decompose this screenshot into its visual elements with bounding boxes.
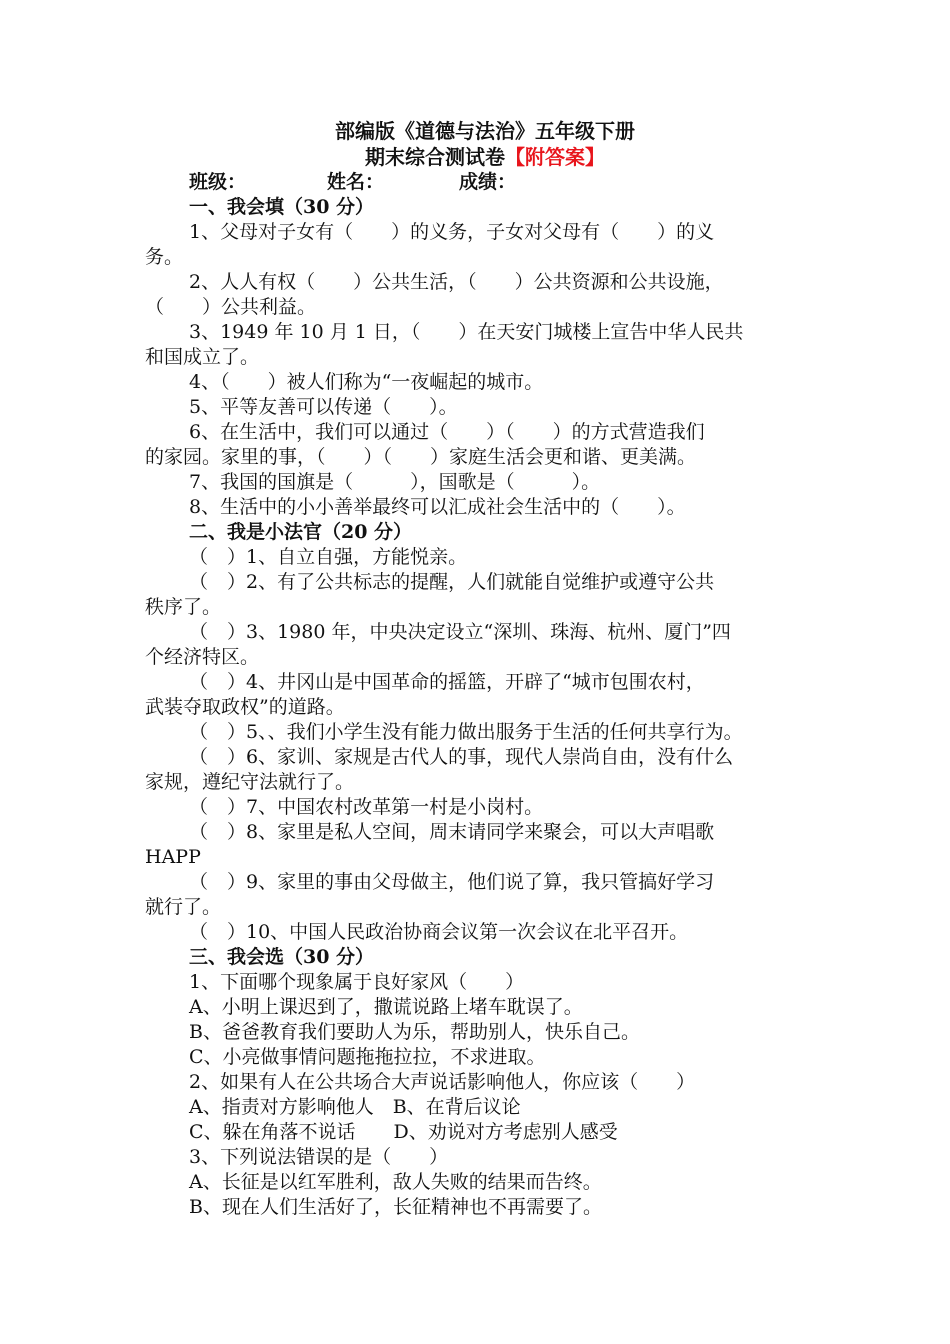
- question-line: 个经济特区。: [145, 646, 260, 668]
- question-line: 8、生活中的小小善举最终可以汇成社会生活中的（ ）。: [189, 496, 686, 518]
- question-line: HAPP: [145, 846, 201, 868]
- exam-page: [145, 118, 825, 1220]
- question-line: 就行了。: [145, 896, 222, 918]
- question-line: （ ）5、、我们小学生没有能力做出服务于生活的任何共享行为。: [189, 721, 743, 743]
- question-line: B、现在人们生活好了，长征精神也不再需要了。: [189, 1196, 602, 1218]
- question-line: A、长征是以红军胜利，敌人失败的结果而告终。: [189, 1171, 602, 1193]
- question-line: 武装夺取政权”的道路。: [145, 696, 345, 718]
- question-line: A、指责对方影响他人 B、在背后议论: [189, 1096, 521, 1118]
- title-main: 期末综合测试卷: [365, 145, 505, 169]
- title-line-2: [145, 144, 825, 170]
- student-info-row: [145, 170, 825, 195]
- answer-tag: 【附答案】: [505, 145, 605, 169]
- title-line-1: 部编版《道德与法治》五年级下册: [335, 119, 635, 143]
- question-line: （ ）7、中国农村改革第一村是小岗村。: [189, 796, 544, 818]
- question-line: （ ）1、自立自强，方能悦亲。: [189, 546, 468, 568]
- question-line: 和国成立了。: [145, 346, 260, 368]
- question-line: （ ）6、家训、家规是古代人的事，现代人崇尚自由，没有什么: [189, 746, 734, 768]
- section-2-questions: [145, 545, 825, 945]
- question-line: 6、在生活中，我们可以通过（ ）（ ）的方式营造我们: [189, 421, 705, 443]
- question-line: （ ）公共利益。: [145, 296, 317, 318]
- question-line: （ ）3、1980 年，中央决定设立“深圳、珠海、杭州、厦门”四: [189, 621, 731, 643]
- question-line: 4、（ ）被人们称为“一夜崛起的城市。: [189, 371, 544, 393]
- question-line: C、小亮做事情问题拖拖拉拉，不求进取。: [189, 1046, 546, 1068]
- name-label: 姓名：: [327, 171, 385, 193]
- question-line: 1、父母对子女有（ ）的义务，子女对父母有（ ）的义: [189, 221, 715, 243]
- question-line: 5、平等友善可以传递（ ）。: [189, 396, 458, 418]
- question-line: 2、如果有人在公共场合大声说话影响他人，你应该（ ）: [189, 1071, 696, 1093]
- class-label: 班级：: [189, 171, 247, 193]
- question-line: （ ）8、家里是私人空间，周末请同学来聚会，可以大声唱歌: [189, 821, 715, 843]
- score-label: 成绩：: [459, 171, 517, 193]
- question-line: 2、人人有权（ ）公共生活，（ ）公共资源和公共设施，: [189, 271, 724, 293]
- question-line: （ ）2、有了公共标志的提醒，人们就能自觉维护或遵守公共: [189, 571, 715, 593]
- question-line: C、躲在角落不说话 D、劝说对方考虑别人感受: [189, 1121, 618, 1143]
- question-line: B、爸爸教育我们要助人为乐，帮助别人，快乐自己。: [189, 1021, 640, 1043]
- question-line: 3、下列说法错误的是（ ）: [189, 1146, 449, 1168]
- question-line: 7、我国的国旗是（ ），国歌是（ ）。: [189, 471, 601, 493]
- question-line: 家规，遵纪守法就行了。: [145, 771, 355, 793]
- question-line: 秩序了。: [145, 596, 222, 618]
- question-line: 的家园。家里的事，（ ）（ ）家庭生活会更和谐、更美满。: [145, 446, 697, 468]
- section-1-questions: [145, 220, 825, 520]
- question-line: 1、下面哪个现象属于良好家风（ ）: [189, 971, 525, 993]
- question-line: 务。: [145, 246, 184, 268]
- section-2-heading: 二、我是小法官（20 分）: [189, 521, 413, 543]
- section-3-questions: [145, 970, 825, 1220]
- section-3-heading: 三、我会选（30 分）: [189, 946, 375, 968]
- question-line: A、小明上课迟到了，撒谎说路上堵车耽误了。: [189, 996, 583, 1018]
- question-line: （ ）4、井冈山是中国革命的摇篮，开辟了“城市包围农村，: [189, 671, 705, 693]
- question-line: （ ）10、中国人民政治协商会议第一次会议在北平召开。: [189, 921, 689, 943]
- question-line: （ ）9、家里的事由父母做主，他们说了算，我只管搞好学习: [189, 871, 715, 893]
- question-line: 3、1949 年 10 月 1 日，（ ）在天安门城楼上宣告中华人民共: [189, 321, 744, 343]
- section-1-heading: 一、我会填（30 分）: [189, 196, 375, 218]
